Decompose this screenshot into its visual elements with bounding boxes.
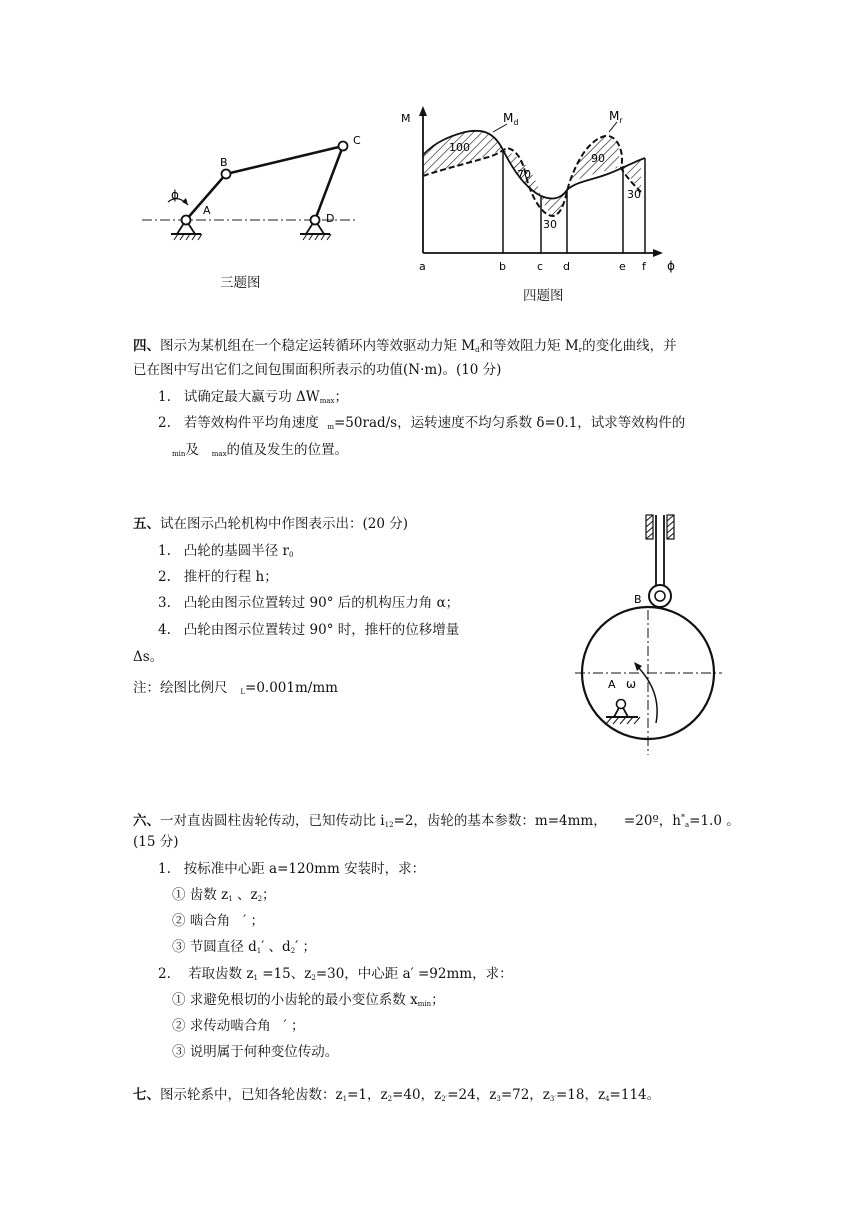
tick-c: c [537,260,544,273]
cam-label-a: A [608,678,616,691]
q5-note: 注：绘图比例尺 $_L$=0.001m/mm [133,680,338,696]
link-cd [315,146,343,220]
q6-part-1-item-3: ③ 节圆直径 $d_1'$ 、$d_2'$ ； [172,939,317,955]
q4-item-1: 1. 试确定最大赢亏功 $\Delta W_{max}$； [158,389,348,405]
figure-4-caption: 四题图 [523,288,564,304]
q5-item-1: 1. 凸轮的基圆半径 $r_0$ [158,543,294,559]
axis-label-phi: ϕ [667,259,675,273]
area-label-100: 100 [449,141,470,154]
area-label-90: 90 [591,152,605,165]
label-mr: $M_r$ [609,109,623,125]
figure-3-linkage [130,130,370,290]
guide-right [667,515,674,539]
q7-number: 七、 [133,1087,160,1103]
q5-item-3: 3. 凸轮由图示位置转过 90° 后的机构压力角 α； [158,595,460,611]
q4-item-2: 2. 若等效构件平均角速度 $_m$=50rad/s，运转速度不均匀系数 δ=0.1，试求等效构件的 [158,415,686,431]
cam-label-b: B [634,593,642,606]
q6-line-2: (15 分) [133,834,179,850]
label-md: $M_d$ [503,111,519,127]
joint-c [339,142,348,151]
link-bc [226,146,343,174]
tick-b: b [499,260,506,273]
q6-part-1-item-1: ① 齿数 $z_1$ 、$z_2$； [172,887,276,903]
figure-3-caption: 三题图 [220,275,261,291]
tick-f: f [642,260,646,273]
roller-pin [655,591,665,601]
q6-part-1: 1. 按标准中心距 a=120mm 安装时，求： [158,861,426,877]
phi-arrowhead [182,198,188,205]
tick-a: a [419,260,426,273]
q6-part-2-item-3: ③ 说明属于何种变位传动。 [172,1044,339,1060]
mr-leader [609,122,617,132]
q6-part-2: 2. 若取齿数 $z_1 =15$、$z_2=30$，中心距 a′ =92mm，求： [158,966,513,982]
q5-item-4-cont: Δs。 [133,649,164,665]
q6-part-2-item-2: ② 求传动啮合角 ′ ； [172,1018,305,1034]
joint-b [222,170,231,179]
label-phi: ϕ [171,188,179,202]
guide-left [646,515,653,539]
q5-title: 五、试在图示凸轮机构中作图表示出：(20 分) [133,516,409,532]
area-label-30a: 30 [543,218,557,231]
label-a: A [203,204,211,217]
area-label-70: 70 [517,168,531,181]
label-c: C [353,134,361,147]
y-axis-arrow [419,106,427,116]
omega-arrow [636,665,657,723]
q5-item-4: 4. 凸轮由图示位置转过 90° 时，推杆的位移增量 [158,622,460,638]
cam-label-omega: ω [626,677,637,691]
tick-d: d [563,260,570,273]
q4-line-2: 已在图中写出它们之间包围面积所表示的功值(N·m)。(10 分) [133,362,502,378]
q6-number: 六、 [133,813,160,829]
joint-a [182,216,191,225]
q5-item-2: 2. 推杆的行程 h； [158,569,278,585]
q7-line-1: 七、图示轮系中，已知各轮齿数：$z_1=1$，$z_2=40$，$z_{2'}=24$，$z_3=72$，$z_{3'}=18$，$z_4=114$。 [133,1087,661,1103]
axis-label-m: M [401,112,411,125]
q4-line-1: 四、图示为某机组在一个稳定运转循环内等效驱动力矩 $M_d$和等效阻力矩 $M_r$的变化曲线，并 [133,338,677,354]
q4-number: 四、 [133,338,160,354]
q5-number: 五、 [133,516,160,532]
tick-e: e [619,260,626,273]
pivot-a [606,700,640,725]
q6-line-1: 六、一对直齿圆柱齿轮传动，已知传动比 $i_{12}=2$，齿轮的基本参数：m=4mm， =20º，$h^*_a=1.0$ 。 [133,813,740,829]
x-axis-arrow [653,249,663,257]
md-leader [493,124,507,132]
figure-4-moment-diagram [395,100,690,280]
label-b: B [220,156,228,169]
area-label-30b: 30 [627,188,641,201]
figure-5-cam [570,505,730,760]
q4-item-2-cont: $_{min}$及 $_{max}$的值及发生的位置。 [172,442,349,458]
joint-d [311,216,320,225]
q6-part-1-item-2: ② 啮合角 ′ ； [172,913,265,929]
label-d: D [326,212,335,225]
q6-part-2-item-1: ① 求避免根切的小齿轮的最小变位系数 $x_{min}$； [172,992,445,1008]
